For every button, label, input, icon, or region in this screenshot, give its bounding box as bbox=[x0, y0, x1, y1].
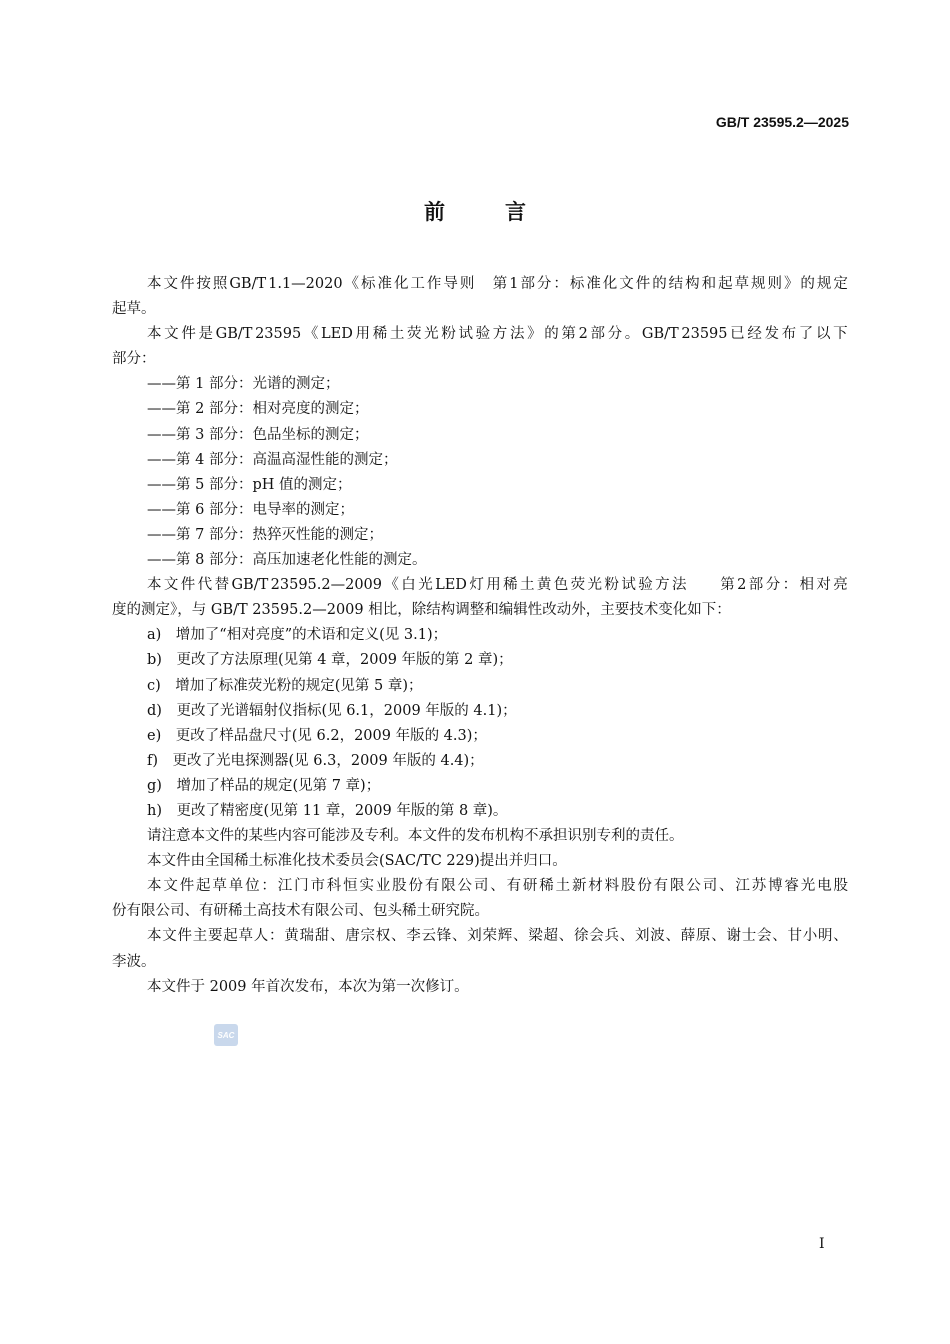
paragraph bbox=[112, 699, 848, 724]
text-line: 李波。 bbox=[112, 953, 156, 970]
text-line: 本 文 件 按 照 GB/T 1.1—2020 《 标 准 化 工 作 导 则 第 1 部 分 ： 标 准 化 文 件 的 结 构 和 起 草 规 则 》 的 规 定 bbox=[147, 276, 848, 292]
paragraph bbox=[112, 397, 848, 422]
page-number: I bbox=[819, 1236, 825, 1252]
text-line: ——第 1 部分：光谱的测定； bbox=[147, 376, 340, 393]
text-line: 本 文 件 是 GB/T 23595 《 LED 用 稀 土 荧 光 粉 试 验 方 法 》 的 第 2 部 分 。 GB/T 23595 已 经 发 布 了 以 下 bbox=[147, 326, 848, 343]
paragraph bbox=[112, 523, 848, 548]
text-line: ——第 8 部分：高压加速老化性能的测定。 bbox=[147, 552, 427, 569]
text-line: e) 更改了样品盘尺寸(见 6.2，2009 年版的 4.3)； bbox=[147, 727, 487, 744]
sac-logo: SAC bbox=[214, 1024, 238, 1046]
paragraph bbox=[112, 924, 848, 974]
text-line: 本 文 件 起 草 单 位 ： 江 门 市 科 恒 实 业 股 份 有 限 公 司 、 有 研 稀 土 新 材 料 股 份 有 限 公 司 、 江 苏 博 睿 光 电 股 bbox=[147, 878, 848, 895]
standard-number-header: GB/T 23595.2—2025 bbox=[715, 114, 849, 130]
text-line: 请注意本文件的某些内容可能涉及专利。本文件的发布机构不承担识别专利的责任。 bbox=[147, 828, 684, 845]
text-line: 本文件于 2009 年首次发布，本次为第一次修订。 bbox=[147, 978, 469, 995]
paragraph bbox=[112, 774, 848, 799]
text-line: ——第 6 部分：电导率的测定； bbox=[147, 501, 354, 518]
text-line: d) 更改了光谱辐射仪指标(见 6.1，2009 年版的 4.1)； bbox=[147, 702, 517, 719]
document-body bbox=[112, 272, 848, 1000]
paragraph bbox=[112, 799, 848, 824]
paragraph bbox=[112, 448, 848, 473]
text-line: 本 文 件 代 替 GB/T 23595.2—2009 《 白 光 LED 灯 用 稀 土 黄 色 荧 光 粉 试 验 方 法 第 2 部 分 ： 相 对 亮 bbox=[147, 577, 848, 594]
paragraph bbox=[112, 874, 848, 924]
paragraph bbox=[112, 573, 848, 623]
paragraph bbox=[112, 824, 848, 849]
paragraph bbox=[112, 372, 848, 397]
paragraph bbox=[112, 975, 848, 1000]
paragraph bbox=[112, 849, 848, 874]
text-line: 度的测定》，与 GB/T 23595.2—2009 相比，除结构调整和编辑性改动外，主要技术变化如下： bbox=[112, 602, 731, 619]
text-line: 起草。 bbox=[112, 301, 156, 318]
text-line: ——第 5 部分：pH 值的测定； bbox=[147, 476, 352, 493]
text-line: 部分： bbox=[112, 351, 156, 368]
text-line: ——第 7 部分：热猝灭性能的测定； bbox=[147, 526, 383, 543]
paragraph bbox=[112, 724, 848, 749]
paragraph bbox=[112, 749, 848, 774]
text-line: ——第 3 部分：色品坐标的测定； bbox=[147, 426, 369, 443]
text-line: a) 增加了“相对亮度”的术语和定义(见 3.1)； bbox=[147, 627, 448, 644]
text-line: 本文件由全国稀土标准化技术委员会(SAC/TC 229)提出并归口。 bbox=[147, 853, 567, 870]
paragraph bbox=[112, 548, 848, 573]
text-line: g) 增加了样品的规定(见第 7 章)； bbox=[147, 777, 381, 794]
paragraph bbox=[112, 498, 848, 523]
text-line: b) 更改了方法原理(见第 4 章，2009 年版的第 2 章)； bbox=[147, 652, 513, 669]
paragraph bbox=[112, 648, 848, 673]
paragraph bbox=[112, 322, 848, 372]
paragraph bbox=[112, 473, 848, 498]
text-line: ——第 4 部分：高温高湿性能的测定； bbox=[147, 451, 398, 468]
text-line: c) 增加了标准荧光粉的规定(见第 5 章)； bbox=[147, 677, 423, 694]
page-title: 前言 bbox=[424, 200, 586, 224]
text-line: 本 文 件 主 要 起 草 人 ： 黄 瑞 甜 、 唐 宗 权 、 李 云 锋 、 刘 荣 辉 、 梁 超 、 徐 会 兵 、 刘 波 、 薛 原 、 谢 士 会 、 甘 小 明 、 bbox=[147, 928, 848, 945]
paragraph bbox=[112, 674, 848, 699]
text-line: ——第 2 部分：相对亮度的测定； bbox=[147, 401, 369, 418]
text-line: f) 更改了光电探测器(见 6.3，2009 年版的 4.4)； bbox=[147, 752, 484, 769]
paragraph bbox=[112, 272, 848, 322]
paragraph bbox=[112, 623, 848, 648]
text-line: 份有限公司、有研稀土高技术有限公司、包头稀土研究院。 bbox=[112, 903, 489, 920]
paragraph bbox=[112, 423, 848, 448]
text-line: h) 更改了精密度(见第 11 章，2009 年版的第 8 章)。 bbox=[147, 802, 508, 819]
